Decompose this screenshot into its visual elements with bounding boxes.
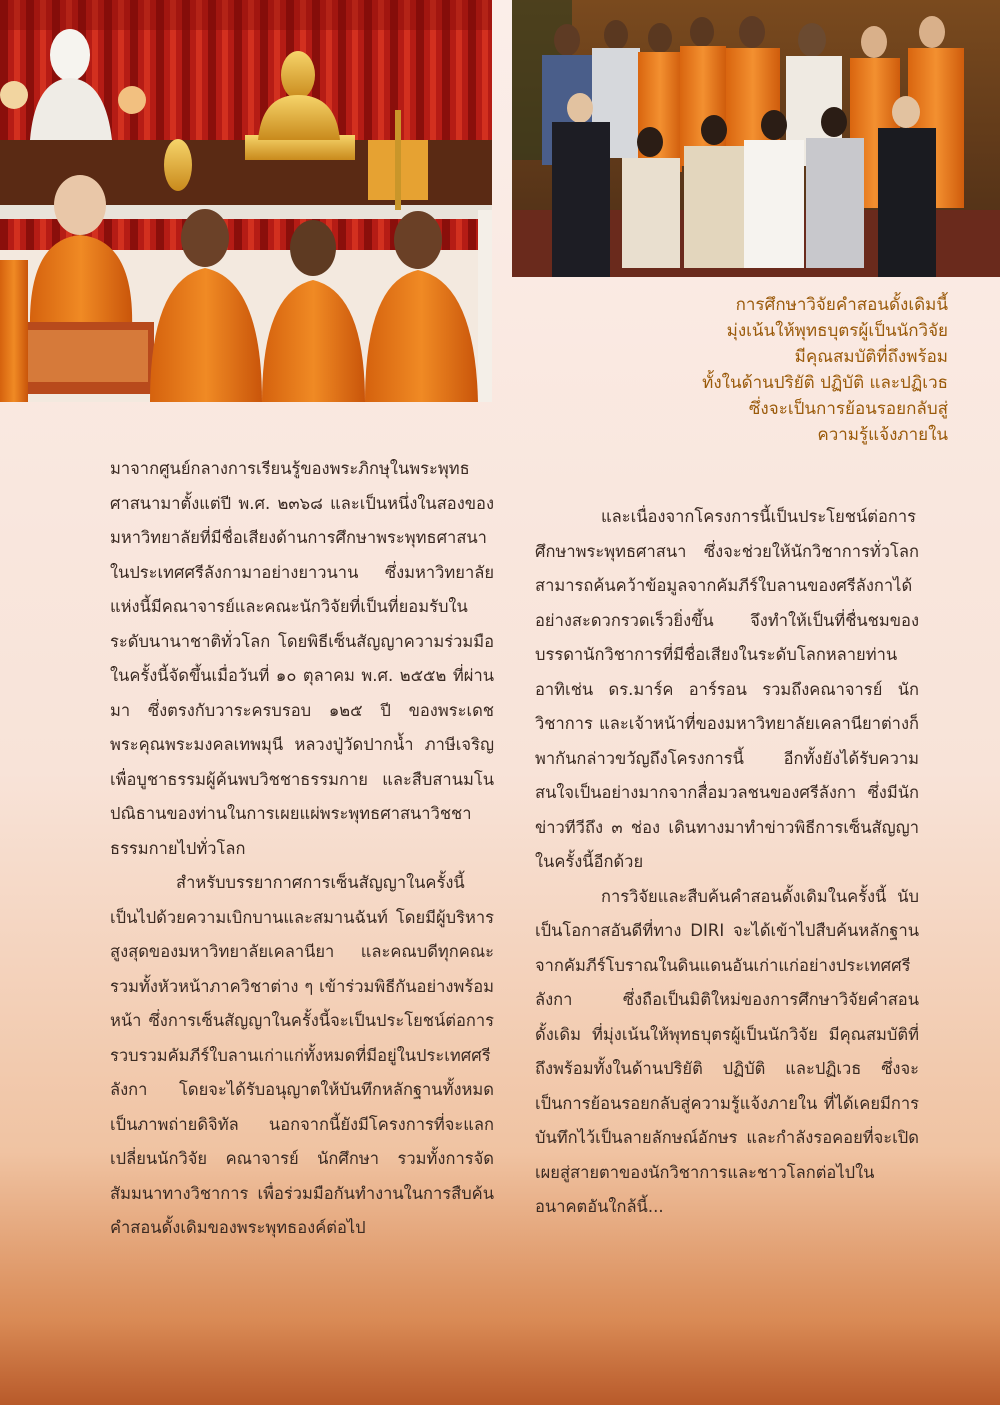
photo-group-researchers bbox=[512, 0, 1000, 277]
caption-line: ความรู้แจ้งภายใน bbox=[817, 425, 948, 445]
article-column-right bbox=[535, 500, 919, 1225]
paragraph: สำหรับบรรยากาศการเซ็นสัญญาในครั้งนี้ เป็นไปด้วยความเบิกบานและสมานฉันท์ โดยมีผู้บริหารสูงสุดของมหาวิทยาลัยเคลานียา และคณบดีทุกคณะ รวมทั้งหัวหน้าภาควิชาต่าง ๆ เข้าร่วมพิธีกันอย่างพร้อมหน้า ซึ่งการเซ็นสัญญาในครั้งนี้จะเป็นประโยชน์ต่อการรวบรวมคัมภีร์ใบลานเก่าแก่ทั้งหมดที่มีอยู่ในประเทศศรีลังกา โดยจะได้รับอนุญาตให้บันทึกหลักฐานทั้งหมดเป็นภาพถ่ายดิจิทัล นอกจากนี้ยังมีโครงการที่จะแลกเปลี่ยนนักวิจัย คณาจารย์ นักศึกษา รวมทั้งการจัดสัมมนาทางวิชาการ เพื่อร่วมมือกันทำงานในการสืบค้นคำสอนดั้งเดิมของพระพุทธองค์ต่อไป bbox=[110, 873, 494, 1237]
paragraph: มาจากศูนย์กลางการเรียนรู้ของพระภิกษุในพระพุทธศาสนามาตั้งแต่ปี พ.ศ. ๒๓๖๘ และเป็นหนึ่งในสองของมหาวิทยาลัยที่มีชื่อเสียงด้านการศึกษาพระพุทธศาสนาในประเทศศรีลังกามาอย่างยาวนาน ซึ่งมหาวิทยาลัยแห่งนี้มีคณาจารย์และคณะนักวิจัยที่เป็นที่ยอมรับในระดับนานาชาติทั่วโลก โดยพิธีเซ็นสัญญาความร่วมมือในครั้งนี้จัดขึ้นเมื่อวันที่ ๑๐ ตุลาคม พ.ศ. ๒๕๕๒ ที่ผ่านมา ซึ่งตรงกับวาระครบรอบ ๑๒๕ ปี ของพระเดชพระคุณพระมงคลเทพมุนี หลวงปู่วัดปากน้ำ ภาษีเจริญ เพื่อบูชาธรรมผู้ค้นพบวิชชาธรรมกาย และสืบสานมโนปณิธานของท่านในการเผยแผ่พระพุทธศาสนาวิชชาธรรมกายไปทั่วโลก bbox=[110, 459, 494, 858]
caption-line: มุ่งเน้นให้พุทธบุตรผู้เป็นนักวิจัย bbox=[726, 321, 948, 341]
caption-line: มีคุณสมบัติที่ถึงพร้อม bbox=[794, 347, 948, 367]
paragraph: การวิจัยและสืบค้นคำสอนดั้งเดิมในครั้งนี้ นับเป็นโอกาสอันดีที่ทาง DIRI จะได้เข้าไปสืบค้นหลักฐานจากคัมภีร์โบราณในดินแดนอันเก่าแก่อย่างประเทศศรีลังกา ซึ่งถือเป็นมิติใหม่ของการศึกษาวิจัยคำสอนดั้งเดิม ที่มุ่งเน้นให้พุทธบุตรผู้เป็นนักวิจัย มีคุณสมบัติที่ถึงพร้อมทั้งในด้านปริยัติ ปฏิบัติ และปฏิเวธ ซึ่งจะเป็นการย้อนรอยกลับสู่ความรู้แจ้งภายใน ที่ได้เคยมีการบันทึกไว้เป็นลายลักษณ์อักษร และกำลังรอคอยที่จะเปิดเผยสู่สายตาของนักวิชาการและชาวโลกต่อไปในอนาคตอันใกล้นี้... bbox=[535, 886, 919, 1216]
photo-shrine-monks bbox=[0, 0, 492, 402]
article-column-left bbox=[110, 452, 494, 1246]
paragraph: และเนื่องจากโครงการนี้เป็นประโยชน์ต่อการศึกษาพระพุทธศาสนา ซึ่งจะช่วยให้นักวิชาการทั่วโลกสามารถค้นคว้าข้อมูลจากคัมภีร์ใบลานของศรีลังกาได้อย่างสะดวกรวดเร็วยิ่งขึ้น จึงทำให้เป็นที่ชื่นชมของบรรดานักวิชาการที่มีชื่อเสียงในระดับโลกหลายท่าน อาทิเช่น ดร.มาร์ค อาร์รอน รวมถึงคณาจารย์ นักวิชาการ และเจ้าหน้าที่ของมหาวิทยาลัยเคลานียาต่างก็พากันกล่าวขวัญถึงโครงการนี้ อีกทั้งยังได้รับความสนใจเป็นอย่างมากจากสื่อมวลชนของศรีลังกา ซึ่งมีนักข่าวทีวีถึง ๓ ช่อง เดินทางมาทำข่าวพิธีการเซ็นสัญญาในครั้งนี้อีกด้วย bbox=[535, 507, 919, 871]
caption-line: ซึ่งจะเป็นการย้อนรอยกลับสู่ bbox=[748, 399, 948, 419]
caption-line: การศึกษาวิจัยคำสอนดั้งเดิมนี้ bbox=[735, 295, 948, 315]
photo-caption bbox=[508, 292, 948, 448]
caption-line: ทั้งในด้านปริยัติ ปฏิบัติ และปฏิเวธ bbox=[702, 373, 948, 393]
